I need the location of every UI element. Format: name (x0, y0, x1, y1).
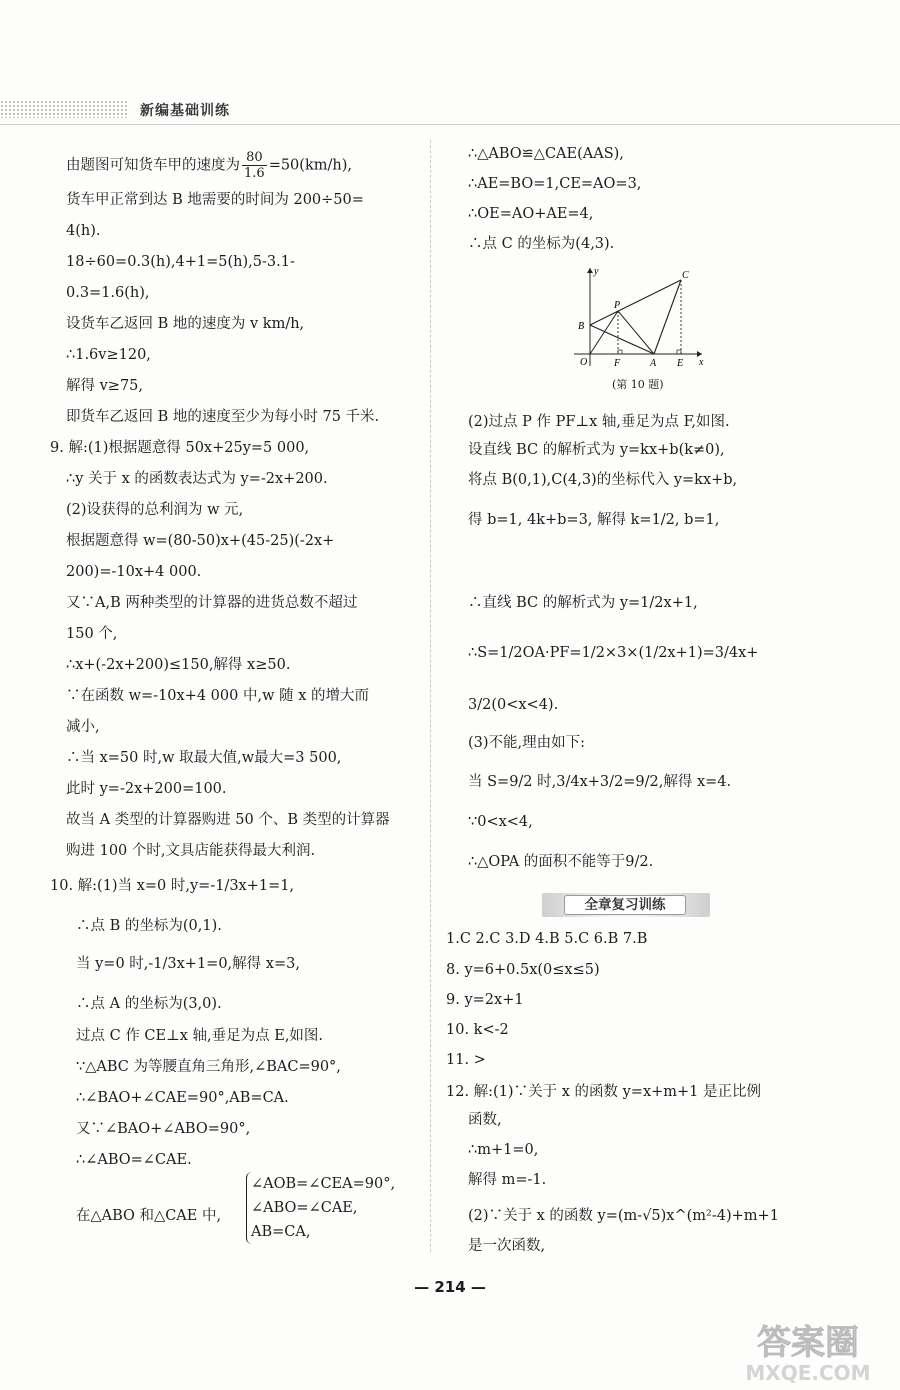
fraction: $\frac{80}{1.6}$ (244, 150, 265, 181)
page-number: — 214 — (414, 1278, 486, 1296)
text-line: 当 S=9/2 时,3/4x+3/2=9/2,解得 x=4. (468, 774, 732, 790)
system-row: AB=CA, (251, 1224, 311, 1240)
text-line: ∴x+(-2x+200)≤150,解得 x≥50. (66, 657, 291, 673)
text-line: 即货车乙返回 B 地的速度至少为每小时 75 千米. (66, 409, 380, 425)
system-row: ∠ABO=∠CAE, (251, 1200, 358, 1216)
axis-label-y: y (594, 266, 599, 277)
watermark-text: 答案圈 (757, 1323, 859, 1363)
text-line: 由题图可知货车甲的速度为 $\frac{80}{1.6}$ =50(km/h), (66, 150, 352, 181)
column-divider (430, 140, 432, 1252)
answer-line: 10. k<-2 (446, 1022, 509, 1038)
text-line: 设直线 BC 的解析式为 y=kx+b(k≠0), (468, 442, 725, 458)
text-line: 在△ABO 和△CAE 中, (76, 1208, 222, 1224)
coordinate-figure (568, 262, 708, 372)
text-line: 过点 C 作 CE⊥x 轴,垂足为点 E,如图. (76, 1028, 324, 1044)
text-line: 是一次函数, (468, 1238, 546, 1254)
text-line: 购进 100 个时,文具店能获得最大利润. (66, 843, 316, 859)
system-row: ∠AOB=∠CEA=90°, (251, 1176, 396, 1192)
text-line: ∴点 B 的坐标为(0,1). (76, 918, 222, 934)
text-line: 当 y=0 时,-1/3x+1=0,解得 x=3, (76, 956, 300, 972)
text-line: 解得 v≥75, (66, 378, 144, 394)
answer-line: 8. y=6+0.5x(0≤x≤5) (446, 962, 600, 978)
point-label-f: F (614, 358, 621, 369)
text-line: 设货车乙返回 B 地的速度为 v km/h, (66, 316, 305, 332)
text-line: 又∵∠BAO+∠ABO=90°, (76, 1121, 251, 1137)
question-9-line: 9. 解:(1)根据题意得 50x+25y=5 000, (50, 440, 310, 456)
text-line: ∴点 C 的坐标为(4,3). (468, 236, 615, 252)
point-label-p: P (614, 300, 621, 311)
text-line: ∴直线 BC 的解析式为 y=1/2x+1, (468, 595, 698, 611)
text-line: 3/2(0<x<4). (468, 697, 559, 713)
text-line: 解得 m=-1. (468, 1172, 547, 1188)
header-dot-pattern (0, 100, 128, 118)
text-line: ∵△ABC 为等腰直角三角形,∠BAC=90°, (76, 1059, 341, 1075)
text-line: ∴y 关于 x 的函数表达式为 y=-2x+200. (66, 471, 328, 487)
text-line: ∴△ABO≌△CAE(AAS), (468, 146, 624, 162)
answer-line: 11. > (446, 1052, 486, 1068)
text-line: (2)设获得的总利润为 w 元, (66, 502, 244, 518)
question-10-line: 10. 解:(1)当 x=0 时,y=-1/3x+1=1, (50, 878, 295, 894)
text-line: ∴点 A 的坐标为(3,0). (76, 996, 222, 1012)
text-line: 200)=-10x+4 000. (66, 564, 202, 580)
figure-caption: (第 10 题) (612, 378, 664, 391)
text-line: ∴△OPA 的面积不能等于9/2. (468, 854, 654, 870)
text-line: 根据题意得 w=(80-50)x+(45-25)(-2x+ (66, 533, 335, 549)
text-line: ∴S=1/2OA·PF=1/2×3×(1/2x+1)=3/4x+ (468, 645, 759, 661)
header-title: 新编基础训练 (140, 103, 230, 119)
point-label-o: O (580, 357, 588, 368)
text-line: 18÷60=0.3(h),4+1=5(h),5-3.1- (66, 254, 295, 270)
header-rule (0, 124, 900, 125)
text-line: 150 个, (66, 626, 118, 642)
point-label-e: E (677, 358, 684, 369)
point-label-c: C (682, 270, 689, 281)
text-line: 货车甲正常到达 B 地需要的时间为 200÷50= (66, 192, 364, 208)
point-label-b: B (578, 321, 585, 332)
section-banner-title: 全章复习训练 (564, 895, 686, 915)
watermark-logo (728, 1322, 888, 1384)
text-line: ∴当 x=50 时,w 取最大值,w最大=3 500, (66, 750, 342, 766)
text-line: (2)过点 P 作 PF⊥x 轴,垂足为点 F,如图. (468, 414, 730, 430)
text-line: 故当 A 类型的计算器购进 50 个、B 类型的计算器 (66, 812, 390, 828)
axis-label-x: x (699, 357, 704, 368)
section-banner (542, 893, 710, 917)
text-line: ∴AE=BO=1,CE=AO=3, (468, 176, 642, 192)
text-line: ∴m+1=0, (468, 1142, 539, 1158)
text-line: 又∵A,B 两种类型的计算器的进货总数不超过 (66, 595, 358, 611)
point-label-a: A (650, 358, 657, 369)
text-line: (2)∵关于 x 的函数 y=(m-√5)x^(m²-4)+m+1 (468, 1208, 779, 1224)
answer-line: 1.C 2.C 3.D 4.B 5.C 6.B 7.B (446, 931, 648, 947)
text-line: ∴∠ABO=∠CAE. (76, 1152, 192, 1168)
answer-line: 9. y=2x+1 (446, 992, 524, 1008)
text-line: 得 b=1, 4k+b=3, 解得 k=1/2, b=1, (468, 512, 720, 528)
text-line: ∴OE=AO+AE=4, (468, 206, 594, 222)
text-line: 0.3=1.6(h), (66, 285, 150, 301)
text-line: 减小, (66, 719, 100, 735)
text-line: ∴∠BAO+∠CAE=90°,AB=CA. (76, 1090, 289, 1106)
text-line: ∵0<x<4, (468, 814, 533, 830)
text-line: ∴1.6v≥120, (66, 347, 151, 363)
text-line: 此时 y=-2x+200=100. (66, 781, 227, 797)
text-line: ∵在函数 w=-10x+4 000 中,w 随 x 的增大而 (66, 688, 369, 704)
text-line: 函数, (468, 1112, 502, 1128)
watermark-url: MXQE.COM (745, 1361, 871, 1384)
question-12-line: 12. 解:(1)∵关于 x 的函数 y=x+m+1 是正比例 (446, 1084, 761, 1100)
equation-system (246, 1172, 395, 1244)
header-band (0, 96, 900, 120)
text-line: (3)不能,理由如下: (468, 735, 586, 751)
text-line: 4(h). (66, 223, 101, 239)
text-line: 将点 B(0,1),C(4,3)的坐标代入 y=kx+b, (468, 472, 738, 488)
